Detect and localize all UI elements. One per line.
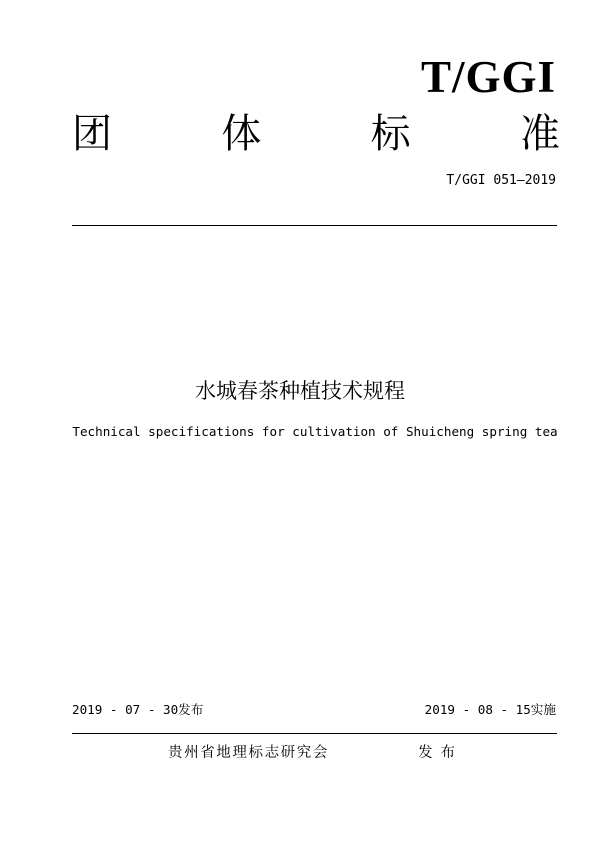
organization-code: T/GGI [420, 52, 556, 102]
standard-type-char: 团 [72, 111, 112, 157]
standard-type-char: 体 [221, 111, 262, 157]
standard-type-char: 标 [370, 111, 411, 157]
document-title-english: Technical specifications for cultivation of Shuicheng spring tea [72, 424, 558, 439]
issued-label: 发布 [418, 745, 463, 761]
publication-date: 2019 - 07 - 30发布 [72, 702, 204, 717]
standard-number: T/GGI 051—2019 [446, 173, 556, 188]
bottom-divider [72, 733, 557, 734]
top-divider [72, 225, 557, 226]
standard-type-heading [72, 110, 560, 158]
issuing-organization: 贵州省地理标志研究会 [168, 745, 329, 761]
implementation-date: 2019 - 08 - 15实施 [424, 702, 556, 717]
document-title-chinese: 水城春茶种植技术规程 [195, 379, 405, 403]
standard-type-char: 准 [519, 111, 560, 157]
